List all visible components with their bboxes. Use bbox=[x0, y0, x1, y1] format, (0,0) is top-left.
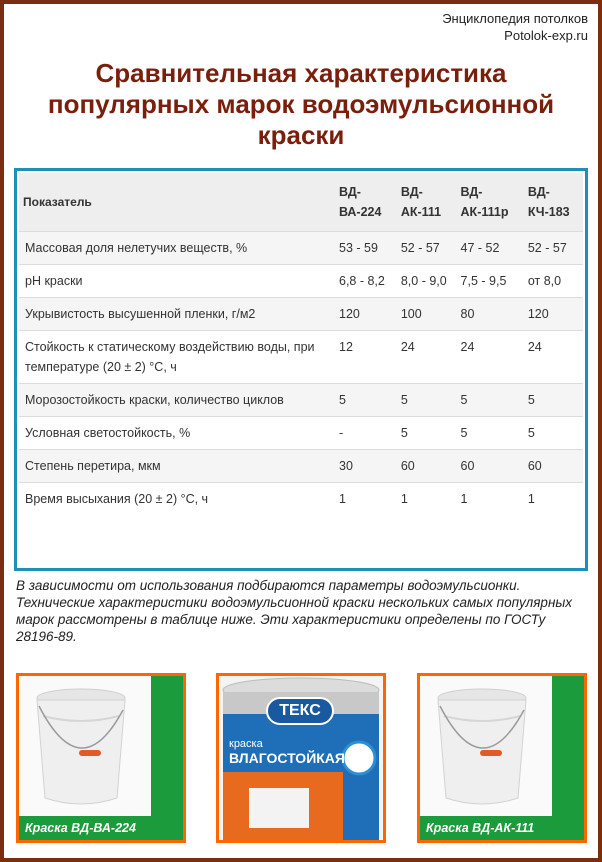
cell-value: 5 bbox=[395, 383, 455, 416]
cell-value: 60 bbox=[395, 449, 455, 482]
table-row bbox=[19, 297, 583, 330]
cell-value: 52 - 57 bbox=[395, 231, 455, 264]
table-row bbox=[19, 330, 583, 383]
table-row bbox=[19, 231, 583, 264]
teks-brand-logo: ТЕКС bbox=[279, 702, 321, 719]
title-line-3: краски bbox=[257, 120, 345, 150]
comparison-table-container bbox=[14, 168, 588, 571]
product-photo-teks bbox=[216, 673, 386, 843]
row-label: Морозостойкость краски, количество циклов bbox=[19, 383, 333, 416]
table-row bbox=[19, 383, 583, 416]
cell-value: 100 bbox=[395, 297, 455, 330]
header-vd-kch-183: ВД-КЧ-183 bbox=[522, 173, 583, 231]
row-label: Время высыхания (20 ± 2) °С, ч bbox=[19, 482, 333, 515]
row-label: pH краски bbox=[19, 264, 333, 297]
cell-value: 5 bbox=[333, 383, 395, 416]
cell-value: 30 bbox=[333, 449, 395, 482]
cell-value: от 8,0 bbox=[522, 264, 583, 297]
cell-value: 60 bbox=[455, 449, 522, 482]
cell-value: 1 bbox=[455, 482, 522, 515]
cell-value: 52 - 57 bbox=[522, 231, 583, 264]
cell-value: 5 bbox=[455, 383, 522, 416]
cell-value: 1 bbox=[522, 482, 583, 515]
cell-value: 120 bbox=[333, 297, 395, 330]
header-vd-ak-111: ВД-АК-111 bbox=[395, 173, 455, 231]
cell-value: 8,0 - 9,0 bbox=[395, 264, 455, 297]
site-url: Potolok-exp.ru bbox=[504, 28, 588, 43]
title-line-2: популярных марок водоэмульсионной bbox=[47, 89, 555, 119]
cell-value: 60 bbox=[522, 449, 583, 482]
row-label: Условная светостойкость, % bbox=[19, 416, 333, 449]
header-vd-ak-111r: ВД-АК-111р bbox=[455, 173, 522, 231]
site-credit bbox=[442, 10, 588, 44]
cell-value: 6,8 - 8,2 bbox=[333, 264, 395, 297]
product-photo-vd-ak-111 bbox=[417, 673, 587, 843]
cell-value: 80 bbox=[455, 297, 522, 330]
page-title bbox=[0, 58, 602, 151]
photo-caption: Краска ВД-ВА-224 bbox=[19, 816, 159, 840]
cell-value: 5 bbox=[455, 416, 522, 449]
product-photo-vd-va-224 bbox=[16, 673, 186, 843]
teks-label-small: краска bbox=[229, 738, 263, 750]
table-header-row bbox=[19, 173, 583, 231]
comparison-table bbox=[19, 173, 583, 515]
site-name: Энциклопедия потолков bbox=[442, 11, 588, 26]
cell-value: 12 bbox=[333, 330, 395, 383]
row-label: Укрывистость высушенной пленки, г/м2 bbox=[19, 297, 333, 330]
table-row bbox=[19, 416, 583, 449]
cell-value: 24 bbox=[455, 330, 522, 383]
table-row bbox=[19, 264, 583, 297]
teks-label-big: ВЛАГОСТОЙКАЯ bbox=[229, 750, 345, 766]
cell-value: 53 - 59 bbox=[333, 231, 395, 264]
row-label: Степень перетира, мкм bbox=[19, 449, 333, 482]
cell-value: - bbox=[333, 416, 395, 449]
cell-value: 47 - 52 bbox=[455, 231, 522, 264]
table-row bbox=[19, 449, 583, 482]
cell-value: 5 bbox=[522, 416, 583, 449]
cell-value: 5 bbox=[522, 383, 583, 416]
description-note: В зависимости от использования подбираются параметры водоэмульсионки. Технические характеристики водоэмульсионной краски нескольких самых популярных марок рассмотрены в таблице ниже. Эти характеристики определены по ГОСТу 28196-89. bbox=[16, 578, 573, 644]
header-vd-va-224: ВД-ВА-224 bbox=[333, 173, 395, 231]
cell-value: 7,5 - 9,5 bbox=[455, 264, 522, 297]
cell-value: 1 bbox=[333, 482, 395, 515]
table-row bbox=[19, 482, 583, 515]
cell-value: 1 bbox=[395, 482, 455, 515]
cell-value: 5 bbox=[395, 416, 455, 449]
header-indicator: Показатель bbox=[19, 173, 333, 231]
cell-value: 120 bbox=[522, 297, 583, 330]
title-line-1: Сравнительная характеристика bbox=[95, 58, 507, 88]
photo-caption: Краска ВД-АК-111 bbox=[420, 816, 560, 840]
cell-value: 24 bbox=[522, 330, 583, 383]
cell-value: 24 bbox=[395, 330, 455, 383]
row-label: Стойкость к статическому воздействию воды, при температуре (20 ± 2) °С, ч bbox=[19, 330, 333, 383]
row-label: Массовая доля нелетучих веществ, % bbox=[19, 231, 333, 264]
